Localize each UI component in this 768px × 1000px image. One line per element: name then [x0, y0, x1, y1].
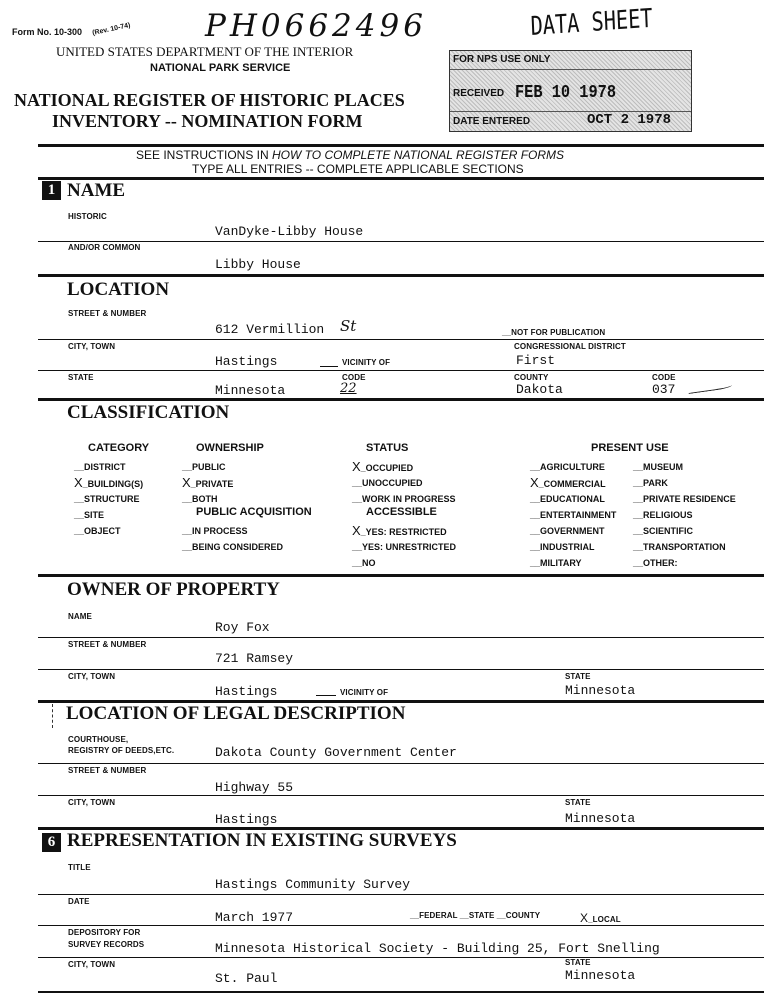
courthouse-label-line1: COURTHOUSE,: [68, 735, 129, 744]
courthouse-field[interactable]: Dakota County Government Center: [215, 745, 457, 760]
accessible-restricted[interactable]: X_YES: RESTRICTED: [352, 523, 447, 538]
form-revision: (Rev. 10-74): [91, 22, 132, 37]
vicinity-label: VICINITY OF: [342, 358, 391, 367]
present-use-left-list: [530, 459, 616, 571]
vicinity-checkbox[interactable]: [320, 366, 338, 367]
location-street-label: STREET & NUMBER: [68, 309, 147, 318]
instructions-line1: SEE INSTRUCTIONS IN HOW TO COMPLETE NATIONAL REGISTER FORMS: [136, 148, 565, 162]
location-state-label: STATE: [68, 373, 94, 382]
received-date: FEB 10 1978: [515, 83, 617, 103]
use-military[interactable]: __MILITARY: [530, 558, 582, 568]
use-transportation[interactable]: __TRANSPORTATION: [633, 542, 726, 552]
status-unoccupied[interactable]: __UNOCCUPIED: [352, 478, 423, 488]
congress-district-field[interactable]: First: [516, 353, 556, 368]
category-building[interactable]: X_BUILDING(S): [74, 475, 144, 490]
category-site[interactable]: __SITE: [74, 510, 105, 520]
category-object[interactable]: __OBJECT: [74, 526, 121, 536]
ownership-private[interactable]: X_PRIVATE: [182, 475, 234, 490]
use-other[interactable]: __OTHER:: [633, 558, 678, 568]
category-building-check: X: [74, 475, 83, 490]
owner-vicinity-label: VICINITY OF: [340, 688, 389, 697]
acquisition-being-considered[interactable]: __BEING CONSIDERED: [182, 542, 284, 552]
legal-street-field[interactable]: Highway 55: [215, 780, 294, 795]
legal-state-field[interactable]: Minnesota: [565, 811, 636, 826]
classification-heading: CLASSIFICATION: [67, 402, 230, 423]
use-educational[interactable]: __EDUCATIONAL: [530, 494, 605, 504]
survey-level-options[interactable]: __FEDERAL __STATE __COUNTY: [410, 911, 541, 920]
survey-city-label: CITY, TOWN: [68, 960, 116, 969]
legal-state-label: STATE: [565, 798, 591, 807]
handwritten-id: PH0662496: [205, 8, 427, 44]
public-acquisition-header: PUBLIC ACQUISITION: [196, 506, 312, 518]
survey-title-field[interactable]: Hastings Community Survey: [215, 877, 411, 892]
owner-name-label: NAME: [68, 612, 92, 621]
owner-street-field[interactable]: 721 Ramsey: [215, 651, 294, 666]
accessible-no[interactable]: __NO: [352, 558, 376, 568]
county-label: COUNTY: [514, 373, 549, 382]
accessible-list: [352, 523, 456, 571]
margin-mark: [52, 704, 53, 728]
survey-local-check: X: [580, 911, 589, 925]
survey-state-field[interactable]: Minnesota: [565, 968, 636, 983]
county-field[interactable]: Dakota: [516, 382, 563, 397]
county-code-tick-mark: [688, 381, 733, 394]
category-district[interactable]: __DISTRICT: [74, 462, 126, 472]
legal-city-field[interactable]: Hastings: [215, 812, 278, 827]
use-government[interactable]: __GOVERNMENT: [530, 526, 605, 536]
historic-name-field[interactable]: VanDyke-Libby House: [215, 224, 364, 239]
use-agriculture[interactable]: __AGRICULTURE: [530, 462, 605, 472]
county-code-label: CODE: [652, 373, 676, 382]
legal-city-label: CITY, TOWN: [68, 798, 116, 807]
depository-field[interactable]: Minnesota Historical Society - Building 25, Fort Snelling: [215, 941, 660, 956]
owner-state-label: STATE: [565, 672, 591, 681]
status-work-in-progress[interactable]: __WORK IN PROGRESS: [352, 494, 456, 504]
service-name: NATIONAL PARK SERVICE: [150, 62, 291, 74]
use-park[interactable]: __PARK: [633, 478, 668, 488]
owner-city-field[interactable]: Hastings: [215, 684, 278, 699]
form-number: Form No. 10-300: [12, 27, 83, 37]
use-commercial-check: X: [530, 475, 539, 490]
category-structure[interactable]: __STRUCTURE: [74, 494, 140, 504]
present-use-header: PRESENT USE: [591, 442, 669, 454]
use-religious[interactable]: __RELIGIOUS: [633, 510, 693, 520]
owner-city-label: CITY, TOWN: [68, 672, 116, 681]
legal-heading: LOCATION OF LEGAL DESCRIPTION: [66, 703, 406, 724]
accessible-unrestricted[interactable]: __YES: UNRESTRICTED: [352, 542, 457, 552]
status-list: [352, 459, 456, 507]
courthouse-label-line2: REGISTRY OF DEEDS,ETC.: [68, 746, 175, 755]
county-code-field[interactable]: 037: [652, 382, 676, 397]
owner-name-field[interactable]: Roy Fox: [215, 620, 270, 635]
survey-level-local[interactable]: X_LOCAL: [580, 911, 621, 925]
form-title-line2: INVENTORY -- NOMINATION FORM: [52, 111, 363, 131]
location-city-field[interactable]: Hastings: [215, 354, 278, 369]
use-scientific[interactable]: __SCIENTIFIC: [633, 526, 694, 536]
common-name-field[interactable]: Libby House: [215, 257, 301, 272]
nps-use-label: FOR NPS USE ONLY: [453, 54, 551, 65]
acquisition-list: [182, 523, 283, 555]
section-6-badge: 6: [42, 833, 61, 852]
accessible-restricted-check: X: [352, 523, 361, 538]
use-commercial[interactable]: X_COMMERCIAL: [530, 475, 606, 490]
instructions-line2: TYPE ALL ENTRIES -- COMPLETE APPLICABLE SECTIONS: [192, 162, 524, 176]
status-occupied[interactable]: X_OCCUPIED: [352, 459, 414, 474]
date-entered-label: DATE ENTERED: [453, 116, 531, 127]
section-1-badge: 1: [42, 181, 61, 200]
location-street-handwritten: St: [340, 317, 357, 335]
accessible-header: ACCESSIBLE: [366, 506, 437, 518]
form-title-line1: NATIONAL REGISTER OF HISTORIC PLACES: [14, 90, 405, 110]
received-label: RECEIVED: [453, 88, 505, 99]
depository-label-line2: SURVEY RECORDS: [68, 940, 145, 949]
location-city-label: CITY, TOWN: [68, 342, 116, 351]
date-entered-value: OCT 2 1978: [587, 112, 672, 128]
nps-use-box: [449, 50, 692, 132]
location-street-field[interactable]: 612 Vermillion: [215, 322, 325, 337]
location-heading: LOCATION: [67, 279, 170, 300]
status-header: STATUS: [366, 442, 409, 454]
depository-label-line1: DEPOSITORY FOR: [68, 928, 141, 937]
use-museum[interactable]: __MUSEUM: [633, 462, 684, 472]
historic-label: HISTORIC: [68, 212, 107, 221]
survey-date-field[interactable]: March 1977: [215, 910, 294, 925]
congress-district-label: CONGRESSIONAL DISTRICT: [514, 342, 626, 351]
survey-city-field[interactable]: St. Paul: [215, 971, 278, 986]
ownership-both[interactable]: __BOTH: [182, 494, 218, 504]
owner-street-label: STREET & NUMBER: [68, 640, 147, 649]
use-entertainment[interactable]: __ENTERTAINMENT: [530, 510, 617, 520]
department-name: UNITED STATES DEPARTMENT OF THE INTERIOR: [56, 44, 354, 59]
category-header: CATEGORY: [88, 442, 150, 454]
surveys-heading: REPRESENTATION IN EXISTING SURVEYS: [67, 830, 457, 851]
ownership-header: OWNERSHIP: [196, 442, 264, 454]
owner-vicinity-checkbox[interactable]: [316, 695, 336, 696]
legal-street-label: STREET & NUMBER: [68, 766, 147, 775]
data-sheet-stamp: DATA SHEET: [530, 3, 654, 42]
acquisition-in-process[interactable]: __IN PROCESS: [182, 526, 248, 536]
survey-title-label: TITLE: [68, 863, 91, 872]
use-industrial[interactable]: __INDUSTRIAL: [530, 542, 595, 552]
owner-state-field[interactable]: Minnesota: [565, 683, 636, 698]
state-code-label: CODE: [342, 373, 366, 382]
common-name-label: AND/OR COMMON: [68, 243, 141, 252]
status-occupied-check: X: [352, 459, 361, 474]
not-for-publication-checkbox[interactable]: __NOT FOR PUBLICATION: [502, 328, 606, 337]
state-code-field[interactable]: 22: [340, 381, 357, 396]
present-use-right-list: [633, 459, 736, 571]
ownership-private-check: X: [182, 475, 191, 490]
location-state-field[interactable]: Minnesota: [215, 383, 286, 398]
ownership-list: [182, 459, 233, 507]
owner-heading: OWNER OF PROPERTY: [67, 579, 280, 600]
survey-date-label: DATE: [68, 897, 90, 906]
category-list: [74, 459, 143, 539]
survey-state-label: STATE: [565, 958, 591, 967]
ownership-public[interactable]: __PUBLIC: [182, 462, 226, 472]
use-private-residence[interactable]: __PRIVATE RESIDENCE: [633, 494, 736, 504]
name-heading: NAME: [67, 180, 126, 201]
